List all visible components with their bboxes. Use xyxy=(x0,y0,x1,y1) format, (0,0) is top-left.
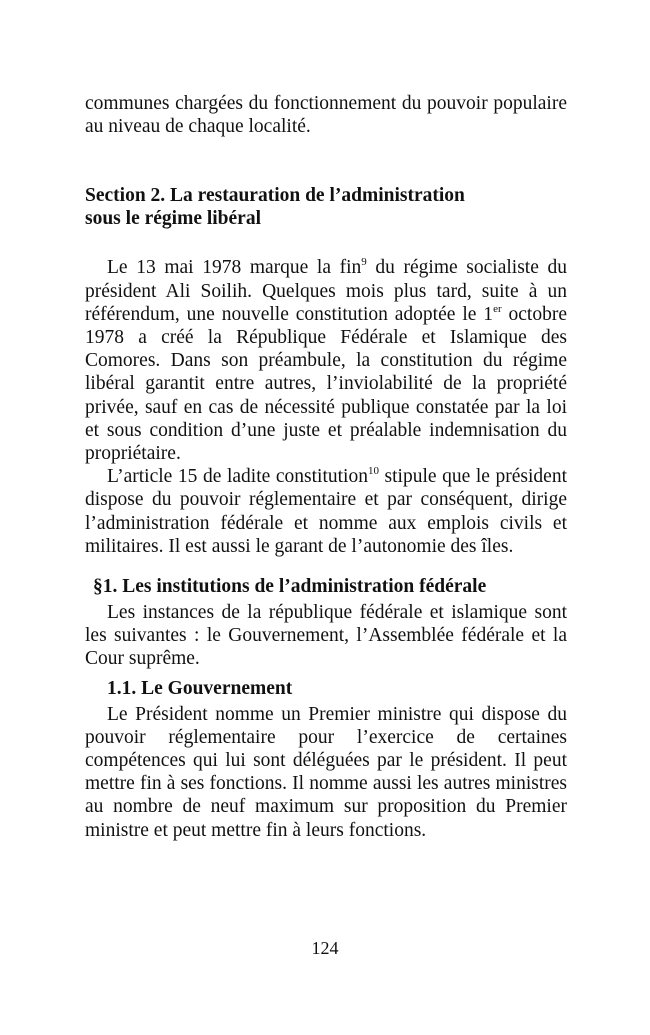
paragraph-text: du régime socialiste du président Ali Soilih. Quelques mois plus tard, suite à un référendum, une nouvelle constitution adoptée le 1 xyxy=(85,257,567,325)
intro-paragraph: communes chargées du fonctionnement du pouvoir populaire au niveau de chaque localité. xyxy=(85,93,567,138)
paragraph-text: Le 13 mai 1978 marque la fin xyxy=(107,257,362,279)
footnote-marker-9: 9 xyxy=(361,256,367,269)
subsection-1-title: §1. Les institutions de l’administration fédérale xyxy=(93,576,487,598)
paragraph-text: octobre 1978 a créé la République Fédérale et Islamique des Comores. Dans son préambule, la constitution du régime libéral garantit entre autres, l’inviolabilité de la propriété privée, sauf en cas de nécessité publique constatée par la loi et sous condition d’une juste et préalable indemnisation du propriétaire. xyxy=(85,303,567,465)
section-2-title-line2: sous le régime libéral xyxy=(85,208,262,230)
section-2-paragraph-1 xyxy=(85,256,567,465)
subsubsection-1-1-paragraph: Le Président nomme un Premier ministre qui dispose du pouvoir réglementaire pour l’exercice de certaines compétences qui lui sont déléguées par le président. Il peut mettre fin à ses fonctions. Il nomme aussi les autres ministres au nombre de neuf maximum sur proposition du Premier ministre et peut mettre fin à leurs fonctions. xyxy=(85,703,567,841)
section-2-title xyxy=(85,184,567,230)
footnote-marker-10: 10 xyxy=(367,465,379,478)
page-body xyxy=(85,92,567,842)
subsection-1-paragraph: Les instances de la république fédérale et islamique sont les suivantes : le Gouvernement, l’Assemblée fédérale et la Cour suprême. xyxy=(85,602,567,670)
section-2-paragraph-2 xyxy=(85,465,567,558)
page-number: 124 xyxy=(311,938,339,958)
paragraph-text: L’article 15 de ladite constitution xyxy=(107,466,368,488)
section-2-title-line1: Section 2. La restauration de l’administration xyxy=(85,185,465,207)
subsubsection-1-1-title: 1.1. Le Gouvernement xyxy=(107,677,293,699)
ordinal-superscript: er xyxy=(493,302,502,315)
paragraph-text: stipule que le président dispose du pouvoir réglementaire et par conséquent, dirige l’administration fédérale et nomme aux emplois civils et militaires. Il est aussi le garant de l’autonomie des îles. xyxy=(85,466,567,557)
